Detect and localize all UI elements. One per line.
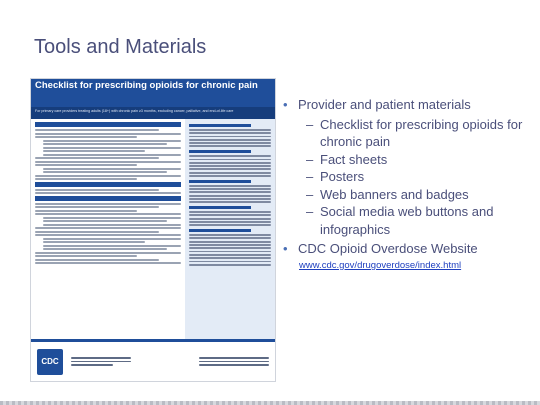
document-header: [31, 79, 275, 107]
sublist-item: – Posters: [306, 169, 365, 185]
slide-title: Tools and Materials: [34, 36, 207, 58]
sublist-item: – Fact sheets: [306, 151, 388, 167]
checklist-document-thumbnail: [30, 78, 276, 382]
cdc-website-link[interactable]: www.cdc.gov/drugoverdose/index.html: [299, 259, 462, 271]
document-subtitle: For primary care providers treating adults (18+) with chronic pain ≥3 months, excluding cancer, palliative, and end-of-life care: [31, 107, 275, 119]
sublist-item: – Web banners and badges: [306, 186, 469, 202]
document-title: Checklist for prescribing opioids for chronic pain: [35, 80, 258, 91]
bottom-band: [0, 401, 540, 405]
sublist-item: – Checklist for prescribing opioids for chronic pain: [306, 116, 523, 150]
bullet-cdc-website: • CDC Opioid Overdose Website: [283, 240, 533, 258]
document-footer: [31, 339, 275, 381]
materials-sublist: [283, 116, 533, 239]
document-left-column: [31, 119, 185, 351]
cdc-logo: CDC: [37, 349, 63, 375]
bullet-provider-materials: • Provider and patient materials: [283, 96, 533, 114]
materials-list: [283, 96, 533, 273]
sublist-item: – Social media web buttons and infographics: [306, 204, 494, 237]
document-right-column: [185, 119, 275, 351]
